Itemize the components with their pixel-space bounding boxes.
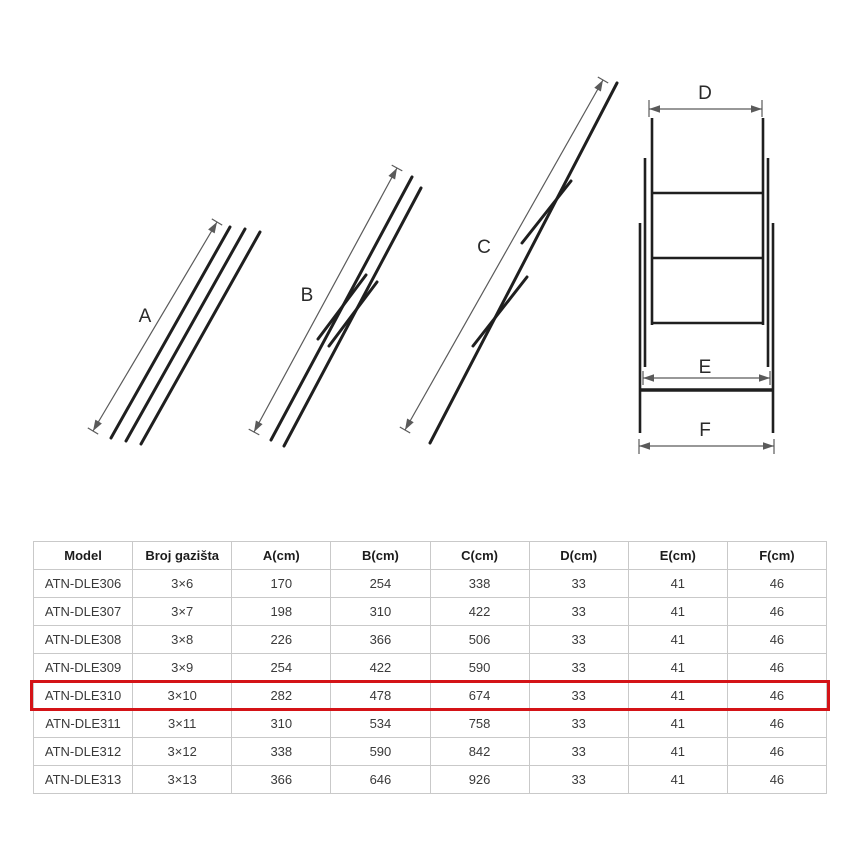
table-cell: 33 [529, 682, 628, 710]
spec-table [33, 541, 827, 794]
table-cell: 254 [331, 570, 430, 598]
ladder-front-view [639, 83, 774, 454]
table-cell: 3×9 [133, 654, 232, 682]
table-body [34, 570, 827, 794]
table-cell: ATN-DLE313 [34, 766, 133, 794]
column-header: Model [34, 542, 133, 570]
column-header: C(cm) [430, 542, 529, 570]
dim-label-f: F [699, 420, 711, 441]
table-cell: 282 [232, 682, 331, 710]
table-row [34, 738, 827, 766]
table-cell: 3×13 [133, 766, 232, 794]
table-cell: 590 [331, 738, 430, 766]
table-cell: ATN-DLE312 [34, 738, 133, 766]
table-cell: 758 [430, 710, 529, 738]
table-cell: 46 [727, 598, 826, 626]
table-cell: 41 [628, 570, 727, 598]
table-cell: 3×7 [133, 598, 232, 626]
table-cell: 422 [430, 598, 529, 626]
table-cell: 310 [232, 710, 331, 738]
table-cell: 46 [727, 710, 826, 738]
table-cell: 41 [628, 766, 727, 794]
table-cell: 842 [430, 738, 529, 766]
table-row [34, 654, 827, 682]
dim-label-a: A [138, 306, 152, 327]
column-header: D(cm) [529, 542, 628, 570]
table-cell: 310 [331, 598, 430, 626]
dim-label-e: E [698, 357, 712, 378]
table-cell: 646 [331, 766, 430, 794]
column-header: A(cm) [232, 542, 331, 570]
table-header-row [34, 542, 827, 570]
table-cell: 41 [628, 626, 727, 654]
table-cell: ATN-DLE306 [34, 570, 133, 598]
table-cell: ATN-DLE310 [34, 682, 133, 710]
table-cell: 338 [232, 738, 331, 766]
dim-label-c: C [477, 237, 491, 258]
column-header: E(cm) [628, 542, 727, 570]
dim-label-d: D [698, 83, 712, 104]
spec-table-container [33, 541, 827, 794]
column-header: Broj gazišta [133, 542, 232, 570]
table-cell: 41 [628, 598, 727, 626]
table-cell: 366 [232, 766, 331, 794]
table-cell: 3×12 [133, 738, 232, 766]
table-cell: 46 [727, 682, 826, 710]
column-header: B(cm) [331, 542, 430, 570]
table-cell: 41 [628, 654, 727, 682]
table-cell: 3×8 [133, 626, 232, 654]
table-cell: ATN-DLE308 [34, 626, 133, 654]
table-cell: 226 [232, 626, 331, 654]
table-cell: 926 [430, 766, 529, 794]
table-cell: ATN-DLE311 [34, 710, 133, 738]
table-cell: 674 [430, 682, 529, 710]
table-cell: 170 [232, 570, 331, 598]
table-cell: 3×10 [133, 682, 232, 710]
table-cell: 41 [628, 682, 727, 710]
table-cell: ATN-DLE309 [34, 654, 133, 682]
table-cell: 422 [331, 654, 430, 682]
table-cell: 506 [430, 626, 529, 654]
table-cell: 33 [529, 738, 628, 766]
table-cell: 46 [727, 570, 826, 598]
table-cell: 3×11 [133, 710, 232, 738]
ladder-view-extended [400, 77, 617, 443]
table-cell: 590 [430, 654, 529, 682]
table-cell: 254 [232, 654, 331, 682]
table-cell: 46 [727, 626, 826, 654]
table-row [34, 766, 827, 794]
table-row [34, 682, 827, 710]
table-cell: 41 [628, 710, 727, 738]
table-cell: 478 [331, 682, 430, 710]
dim-label-b: B [300, 285, 314, 306]
table-cell: ATN-DLE307 [34, 598, 133, 626]
table-cell: 33 [529, 570, 628, 598]
table-cell: 33 [529, 598, 628, 626]
table-cell: 41 [628, 738, 727, 766]
table-cell: 534 [331, 710, 430, 738]
table-row [34, 598, 827, 626]
ladder-view-closed [88, 219, 260, 444]
column-header: F(cm) [727, 542, 826, 570]
table-cell: 338 [430, 570, 529, 598]
table-cell: 46 [727, 738, 826, 766]
ladder-view-partially-extended [249, 165, 421, 446]
table-cell: 33 [529, 766, 628, 794]
table-cell: 33 [529, 710, 628, 738]
table-row [34, 570, 827, 598]
table-cell: 33 [529, 654, 628, 682]
table-cell: 46 [727, 654, 826, 682]
table-cell: 46 [727, 766, 826, 794]
table-cell: 3×6 [133, 570, 232, 598]
table-cell: 33 [529, 626, 628, 654]
table-row [34, 710, 827, 738]
table-row [34, 626, 827, 654]
table-cell: 366 [331, 626, 430, 654]
table-cell: 198 [232, 598, 331, 626]
